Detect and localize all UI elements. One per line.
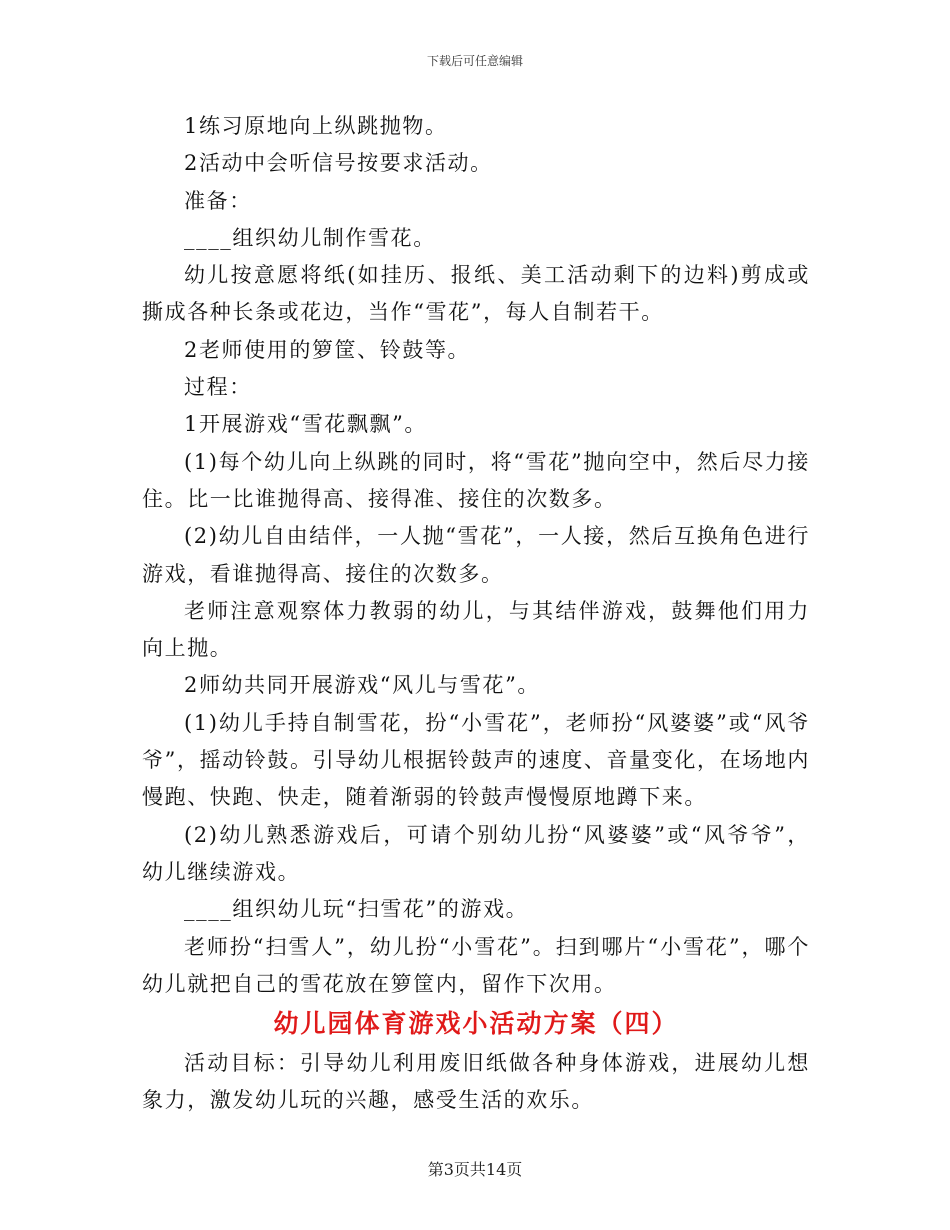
paragraph: (2)幼儿自由结伴，一人抛“雪花”，一人接，然后互换角色进行游戏，看谁抛得高、接住的次数多。 xyxy=(142,524,810,586)
paragraph: 老师注意观察体力教弱的幼儿，与其结伴游戏，鼓舞他们用力向上抛。 xyxy=(142,598,810,661)
paragraph: 2活动中会听信号按要求活动。 xyxy=(184,151,493,176)
document-body xyxy=(142,108,810,1120)
paragraph: 1练习原地向上纵跳抛物。 xyxy=(184,114,448,138)
paragraph: 老师扮“扫雪人”，幼儿扮“小雪花”。扫到哪片“小雪花”，哪个幼儿就把自己的雪花放在箩筐内，留作下次用。 xyxy=(142,934,810,996)
paragraph: 过程： xyxy=(184,375,252,400)
paragraph: 准备： xyxy=(184,188,252,213)
paragraph: 2师幼共同开展游戏“风儿与雪花”。 xyxy=(184,673,541,698)
paragraph: (1)幼儿手持自制雪花，扮“小雪花”，老师扮“风婆婆”或“风爷爷”，摇动铃鼓。引导幼儿根据铃鼓声的速度、音量变化，在场地内慢跑、快跑、快走，随着渐弱的铃鼓声慢慢原地蹲下来。 xyxy=(142,710,810,810)
page-footer: 第3页共14页 xyxy=(427,1160,523,1179)
paragraph: 1开展游戏“雪花飘飘”。 xyxy=(184,412,428,437)
page-header: 下载后可任意编辑 xyxy=(426,54,523,68)
paragraph: 2老师使用的箩筐、铃鼓等。 xyxy=(184,337,471,362)
paragraph: (1)每个幼儿向上纵跳的同时，将“雪花”抛向空中，然后尽力接住。比一比谁抛得高、接得准、接住的次数多。 xyxy=(142,449,810,511)
paragraph: ____组织幼儿玩“扫雪花”的游戏。 xyxy=(184,897,529,922)
section-title: 幼儿园体育游戏小活动方案（四） xyxy=(273,1009,679,1039)
paragraph: ____组织幼儿制作雪花。 xyxy=(184,225,436,250)
paragraph: 幼儿按意愿将纸(如挂历、报纸、美工活动剩下的边料)剪成或撕成各种长条或花边，当作“雪花”，每人自制若干。 xyxy=(142,263,810,325)
paragraph: (2)幼儿熟悉游戏后，可请个别幼儿扮“风婆婆”或“风爷爷”，幼儿继续游戏。 xyxy=(142,822,810,884)
paragraph: 活动目标：引导幼儿利用废旧纸做各种身体游戏，进展幼儿想象力，激发幼儿玩的兴趣，感受生活的欢乐。 xyxy=(142,1051,810,1113)
